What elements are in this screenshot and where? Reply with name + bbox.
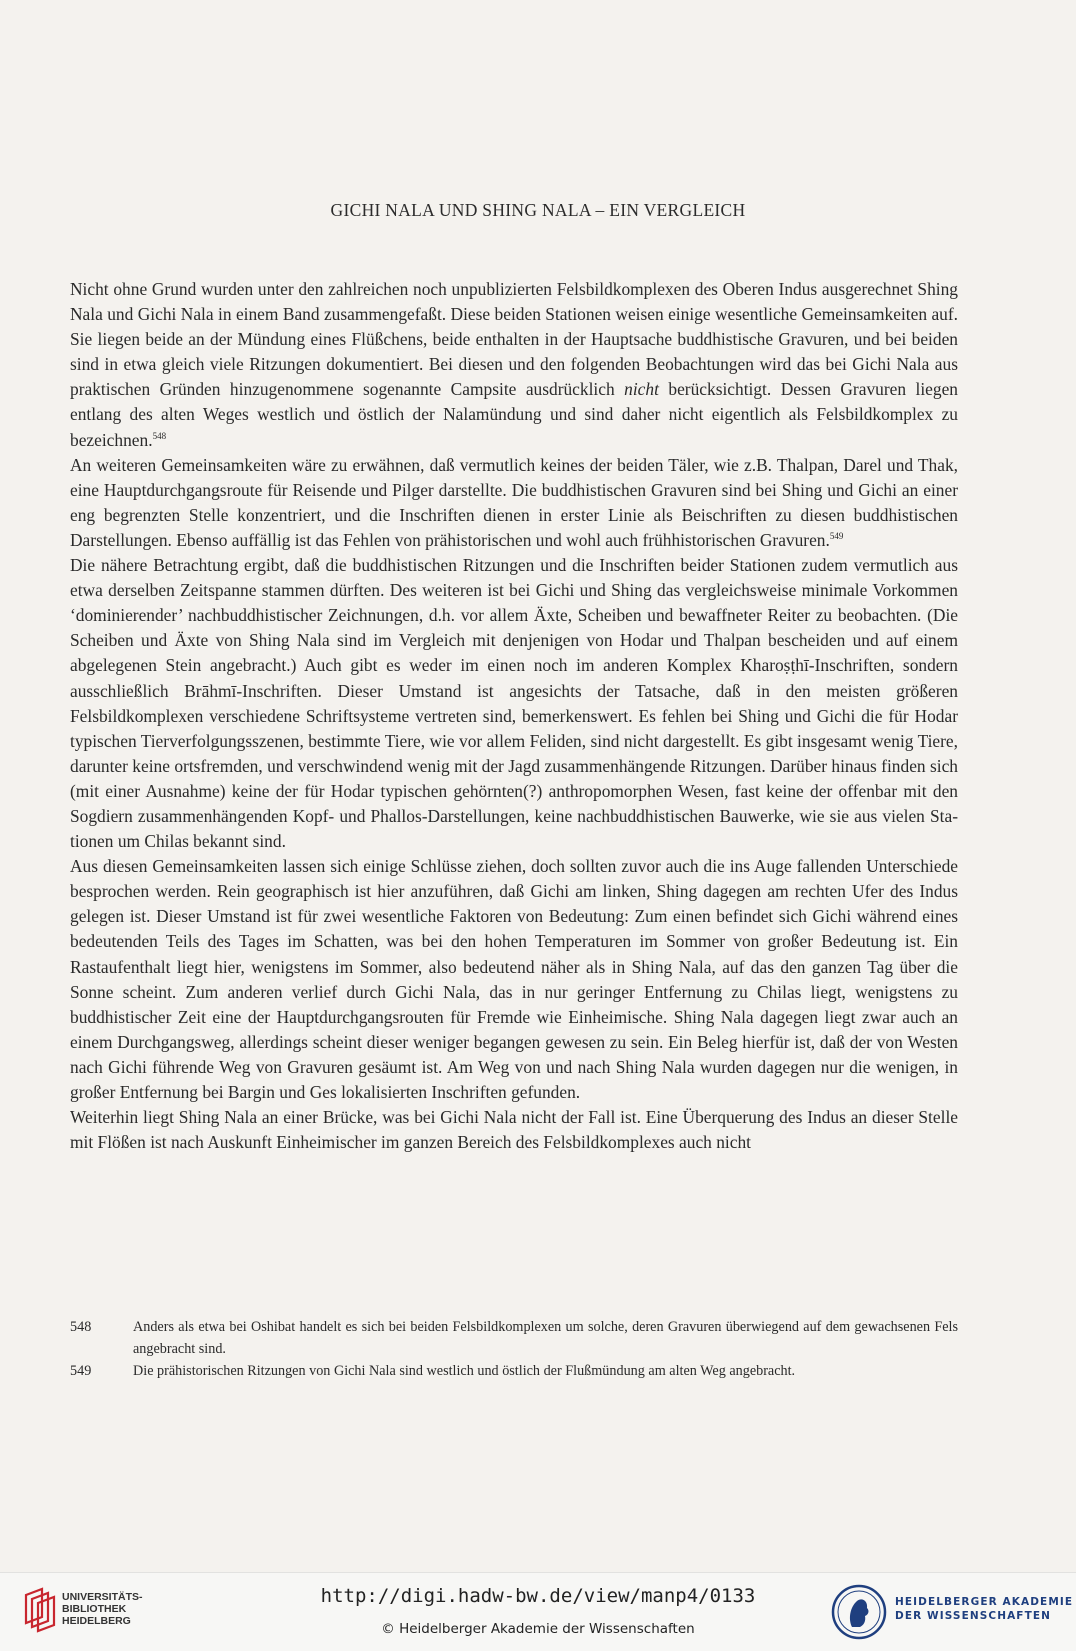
paragraph-5: Weiterhin liegt Shing Nala an einer Brücke, was bei Gichi Nala nicht der Fall ist. Eine Überquerung des Indus an dieser Stelle mit Flößen ist nach Auskunft Einheimischer im ganzen Bereich des Felsbildkomplexes auch nicht [70,1107,958,1153]
paragraph-4: Aus diesen Gemeinsamkeiten lassen sich einige Schlüsse ziehen, doch sollten zuvor auch die ins Auge fallenden Unterschiede besprochen werden. Rein geographisch ist hier anzuführen, daß Gichi am linken, Shing dagegen am rechten Ufer des Indus gelegen ist. Dieser Umstand ist für zwei wesentliche Faktoren von Bedeutung: Zum einen befindet sich Gichi während eines bedeutenden Teils des Tages im Schatten, was bei den hohen Temperaturen im Sommer von großer Bedeutung ist. Ein Rastaufenthalt liegt hier, wenigstens im Sommer, also bedeutend näher als in Shing Nala, auf das den ganzen Tag über die Sonne scheint. Zum anderen verlief durch Gichi Nala, das in nur geringer Entfernung zu Chilas liegt, wenigstens zu buddhistischer Zeit eine der Hauptdurchgangsrouten für Fremde wie Einheimische. Shing Nala dagegen liegt zwar auch an einem Durchgangsweg, allerdings scheint dieser weniger begangen gewesen zu sein. Ein Beleg hierfür ist, daß der von Westen nach Gichi führende Weg von Gravuren gesäumt ist. Am Weg von und nach Shing Nala wurden dagegen nur die wenigen, in großer Entfernung bei Bargin und Ges lokalisierten Inschriften gefunden. [70,856,958,1102]
paragraph-3: Die nähere Betrachtung ergibt, daß die buddhistischen Ritzungen und die Inschriften beider Stationen zudem vermutlich aus etwa derselben Zeitspanne stammen dürften. Des weiteren ist bei Gichi und Shing das vergleichsweise minimale Vorkommen ‘dominierender’ nachbuddhistischer Zeichnungen, d.h. vor allem Äxte, Scheiben und bewaffneter Reiter zu beobachten. (Die Scheiben und Äxte von Shing Nala sind im Vergleich mit denjenigen von Hodar und Thalpan bescheiden und auf einem abgelegenen Stein angebracht.) Auch gibt es weder im einen noch im anderen Komplex Kharoṣṭhī-Inschriften, sondern ausschließlich Brāhmī-Inschriften. Dieser Umstand ist angesichts der Tatsache, daß in den meisten größeren Felsbildkomplexen verschiedene Schriftsysteme vertreten sind, bemerkenswert. Es fehlen bei Shing und Gichi die für Hodar typischen Tierverfolgungsszenen, bestimmte Tiere, wie vor allem Feliden, sind nicht dargestellt. Es gibt insgesamt wenig Tiere, darunter keine ortsfremden, und verschwindend wenig mit der Jagd zusammenhängende Ritzungen. Darüber hinaus finden sich (mit einer Ausnahme) keine der für Hodar typischen gehörnten(?) anthropomorphen Wesen, fast keine der offenbar mit den Sogdiern zusammenhängenden Kopf- und Phallos-Darstellungen, keine nachbuddhistischen Bauwerke, wie sie aus vielen Stationen um Chilas bekannt sind. [70,555,958,852]
body-text [70,277,958,1155]
academy-seal-icon[interactable] [830,1583,888,1641]
paragraph-1: Nicht ohne Grund wurden unter den zahlreichen noch unpublizierten Felsbildkomplexen des Oberen Indus ausgerechnet Shing Nala und Gichi Nala in einem Band zusammengefaßt. Diese beiden Stationen weisen einige wesentliche Gemeinsamkeiten auf. Sie liegen beide an der Mündung eines Flüßchens, beide enthalten in der Hauptsache buddhistische Gravuren, und bei beiden sind in etwa gleich viele Ritzungen dokumentiert. Bei diesen und den folgenden Beobachtungen wird das bei Gichi Nala aus praktischen Gründen hinzugenommene sogenannte Campsite ausdrücklich nicht berücksichtigt. Dessen Gravuren liegen entlang des alten Weges westlich und östlich der Nalamündung und sind daher nicht eigentlich als Felsbildkomplex zu bezeichnen.$^{548}$ [70,279,958,450]
footnotes [70,1316,958,1382]
copyright-notice: © Heidelberger Akademie der Wissenschaften [381,1621,695,1637]
footnote-text: Anders als etwa bei Oshibat handelt es sich bei beiden Felsbildkomplexen um solche, deren Gravuren überwiegend auf dem gewachsenen Fels angebracht sind. [133,1319,958,1357]
university-library-name: UNIVERSITÄTS- BIBLIOTHEK HEIDELBERG [62,1591,143,1627]
permalink-url[interactable]: http://digi.hadw-bw.de/view/manp4/0133 [320,1585,756,1607]
footnote-number: 548 [70,1319,92,1335]
footnote-ref-548[interactable]: 548 [152,430,167,441]
emphasis: nicht [624,379,659,400]
footer-bar [0,1572,1076,1651]
academy-name: HEIDELBERGER AKADEMIE DER WISSENSCHAFTEN [895,1596,1074,1622]
footnote-text: Die prähistorischen Ritzungen von Gichi Nala sind westlich und östlich der Flußmündung am alten Weg angebracht. [133,1363,796,1379]
footnote-549 [70,1360,958,1382]
footnote-548 [70,1316,958,1360]
paragraph-2: An weiteren Gemeinsamkeiten wäre zu erwähnen, daß vermutlich keines der beiden Täler, wie z.B. Thalpan, Darel und Thak, eine Hauptdurchgangsroute für Reisende und Pilger darstellte. Die buddhistischen Gravuren sind bei Shing und Gichi an einer eng begrenzten Stelle konzentriert, und die Inschriften dienen in erster Linie als Beischriften zu diesen buddhistischen Darstellungen. Ebenso auffällig ist das Fehlen von prähistorischen und wohl auch frühhistorischen Gravuren.$^{549}$ [70,454,958,550]
footnote-number: 549 [70,1363,92,1379]
footnote-ref-549[interactable]: 549 [829,530,844,541]
page-title: GICHI NALA UND SHING NALA – EIN VERGLEICH [330,200,746,220]
